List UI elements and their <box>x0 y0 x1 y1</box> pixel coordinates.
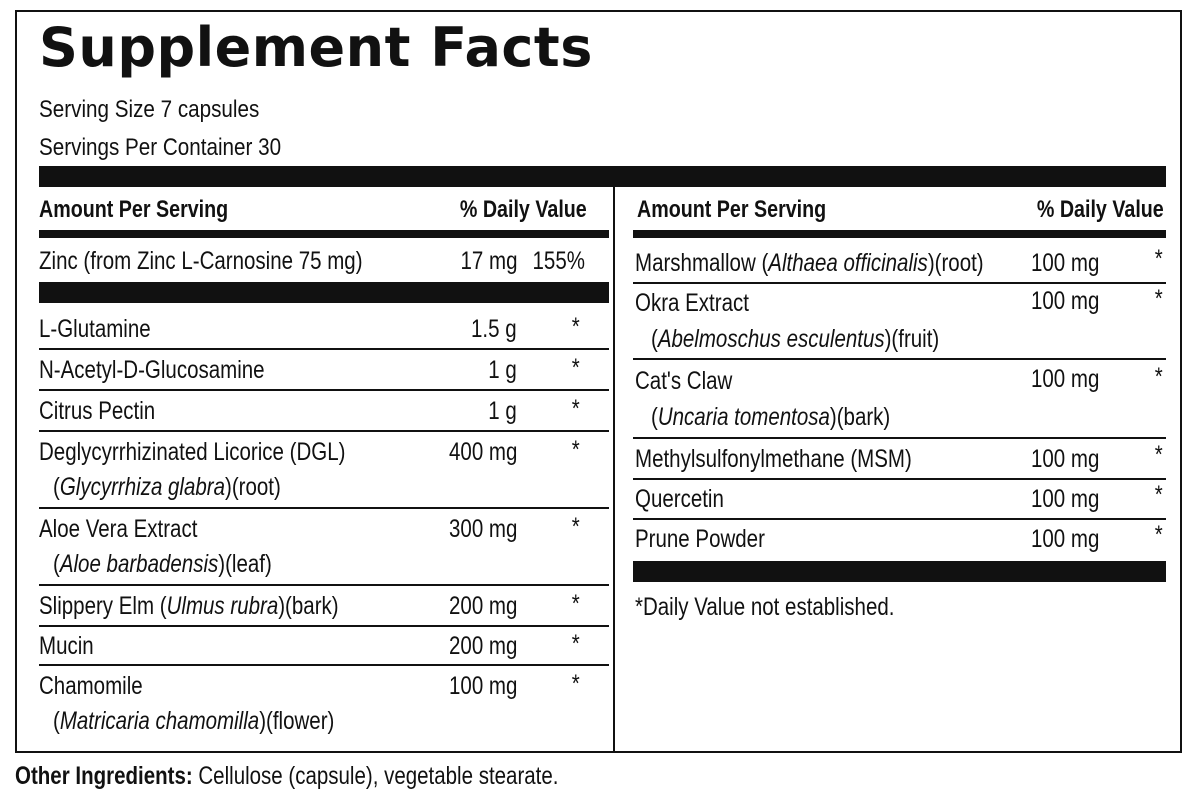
ingredient-name: Methylsulfonylmethane (MSM) <box>635 445 912 473</box>
ingredient-name: Citrus Pectin <box>39 397 156 425</box>
servings-per-container: Servings Per Container 30 <box>39 134 282 161</box>
ingredient-amount: 1 g <box>488 397 517 425</box>
ingredient-dv: * <box>572 313 580 341</box>
ingredient-name: Marshmallow (Althaea officinalis)(root) <box>635 249 984 277</box>
ingredient-name: Okra Extract <box>635 289 749 317</box>
row-divider <box>39 664 609 666</box>
row-divider <box>39 507 609 509</box>
right-bottom-thick-bar <box>633 561 1166 582</box>
row-divider <box>633 358 1166 360</box>
panel-title: Supplement Facts <box>39 16 593 79</box>
ingredient-amount: 200 mg <box>448 592 517 620</box>
ingredient-name: Aloe Vera Extract <box>39 515 198 543</box>
ingredient-name: Mucin <box>39 632 94 660</box>
ingredient-botanical: (Matricaria chamomilla)(flower) <box>53 707 335 735</box>
supplement-facts-panel <box>15 10 1182 753</box>
zinc-amount: 17 mg <box>460 247 517 275</box>
ingredient-amount: 300 mg <box>448 515 517 543</box>
ingredient-name: Prune Powder <box>635 525 765 553</box>
ingredient-dv: * <box>1155 363 1163 391</box>
top-thick-bar <box>39 166 1166 187</box>
row-divider <box>633 437 1166 439</box>
ingredient-name: N-Acetyl-D-Glucosamine <box>39 356 265 384</box>
ingredient-dv: * <box>572 436 580 464</box>
left-mid-thick-bar <box>39 282 609 303</box>
right-header-amount: Amount Per Serving <box>637 196 827 223</box>
ingredient-dv: * <box>1155 285 1163 313</box>
ingredient-dv: * <box>572 630 580 658</box>
ingredient-dv: * <box>1155 521 1163 549</box>
column-divider <box>613 187 615 753</box>
ingredient-botanical: (Glycyrrhiza glabra)(root) <box>53 473 281 501</box>
ingredient-amount: 100 mg <box>1031 365 1100 393</box>
row-divider <box>633 518 1166 520</box>
row-divider <box>39 348 609 350</box>
ingredient-name: Quercetin <box>635 485 724 513</box>
right-header-dv: % Daily Value <box>1037 196 1164 223</box>
zinc-dv: 155% <box>532 247 585 275</box>
row-divider <box>39 389 609 391</box>
ingredient-amount: 1.5 g <box>471 315 517 343</box>
ingredient-dv: * <box>572 395 580 423</box>
ingredient-botanical: (Abelmoschus esculentus)(fruit) <box>651 325 940 353</box>
ingredient-dv: * <box>1155 245 1163 273</box>
ingredient-name: Slippery Elm (Ulmus rubra)(bark) <box>39 592 339 620</box>
ingredient-amount: 1 g <box>488 356 517 384</box>
ingredient-dv: * <box>572 354 580 382</box>
ingredient-amount: 200 mg <box>448 632 517 660</box>
ingredient-dv: * <box>572 513 580 541</box>
ingredient-dv: * <box>572 590 580 618</box>
row-divider <box>633 282 1166 284</box>
row-divider <box>633 478 1166 480</box>
row-divider <box>39 430 609 432</box>
ingredient-amount: 400 mg <box>448 438 517 466</box>
ingredient-botanical: (Uncaria tomentosa)(bark) <box>651 403 891 431</box>
ingredient-name: Deglycyrrhizinated Licorice (DGL) <box>39 438 346 466</box>
ingredient-name: L-Glutamine <box>39 315 151 343</box>
ingredient-amount: 100 mg <box>1031 525 1100 553</box>
other-ingredients-label: Other Ingredients: <box>15 762 193 790</box>
ingredient-dv: * <box>1155 441 1163 469</box>
ingredient-amount: 100 mg <box>1031 287 1100 315</box>
ingredient-name: Chamomile <box>39 672 143 700</box>
other-ingredients <box>15 762 558 791</box>
left-header-dv: % Daily Value <box>460 196 587 223</box>
left-header-rule <box>39 230 609 238</box>
ingredient-amount: 100 mg <box>1031 445 1100 473</box>
row-divider <box>39 625 609 627</box>
ingredient-amount: 100 mg <box>1031 249 1100 277</box>
daily-value-footnote: *Daily Value not established. <box>635 593 895 621</box>
zinc-name: Zinc (from Zinc L-Carnosine 75 mg) <box>39 247 363 275</box>
right-header-rule <box>633 230 1166 238</box>
serving-size: Serving Size 7 capsules <box>39 96 260 123</box>
ingredient-amount: 100 mg <box>448 672 517 700</box>
ingredient-amount: 100 mg <box>1031 485 1100 513</box>
ingredient-dv: * <box>572 670 580 698</box>
ingredient-botanical: (Aloe barbadensis)(leaf) <box>53 550 272 578</box>
row-divider <box>39 584 609 586</box>
left-header-amount: Amount Per Serving <box>39 196 229 223</box>
ingredient-dv: * <box>1155 481 1163 509</box>
other-ingredients-text: Cellulose (capsule), vegetable stearate. <box>192 762 559 790</box>
ingredient-name: Cat's Claw <box>635 367 733 395</box>
